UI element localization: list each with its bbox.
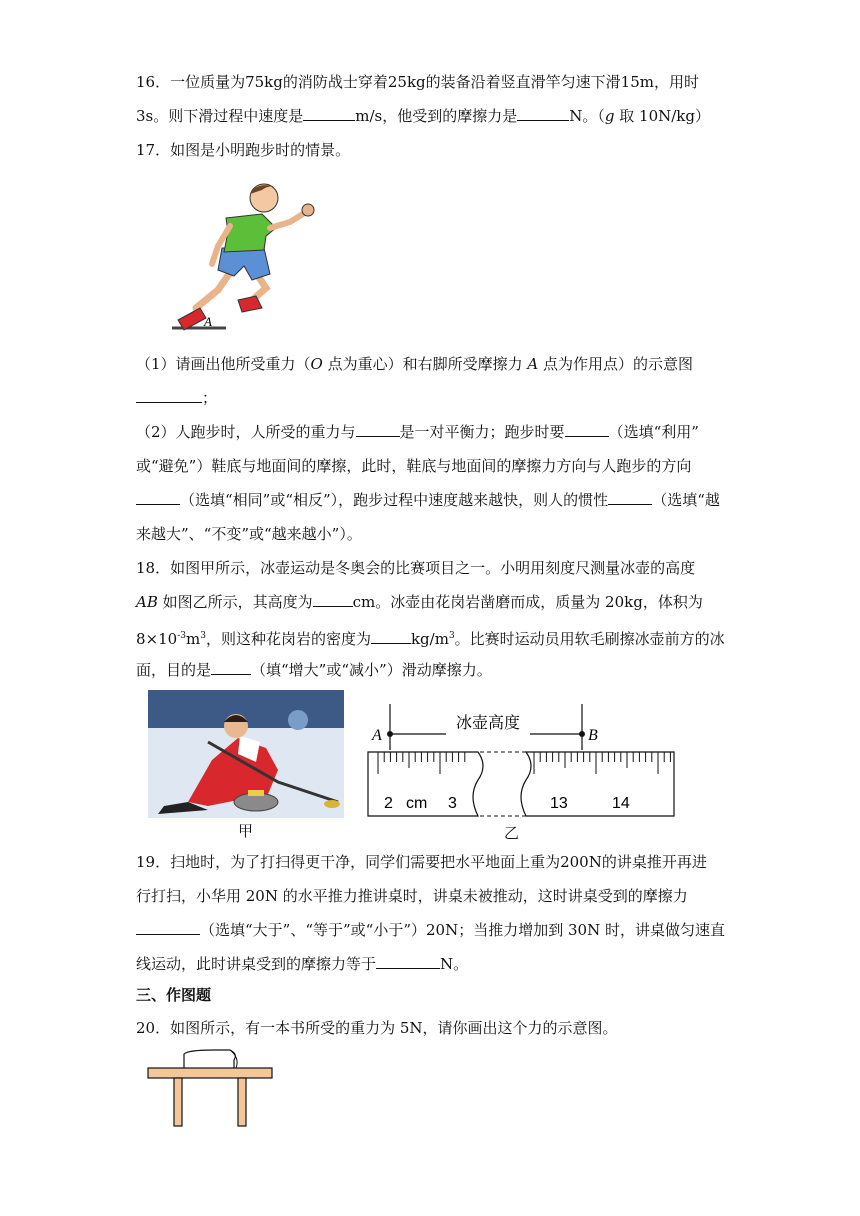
caption-yi: 乙 <box>504 824 520 842</box>
q19-line2: 行打扫，小华用 20N 的水平推力推讲桌时，讲桌未被推动，这时讲桌受到的摩擦力 <box>136 887 688 905</box>
label-a: A <box>372 727 382 744</box>
q17-part1-line1 <box>136 354 693 374</box>
q18-l3-sup2: 3 <box>200 631 206 641</box>
q19-line3 <box>136 920 725 940</box>
ruler-diagram <box>362 704 680 820</box>
front-arm <box>270 212 306 228</box>
q17-part2-line3 <box>136 490 720 510</box>
q18-AB: AB <box>136 593 158 611</box>
dim-title: 冰壶高度 <box>455 715 521 732</box>
q17-p2-b: 是一对平衡力；跑步时要 <box>399 423 565 441</box>
q18-l3-sup: -3 <box>177 631 186 641</box>
q17-blank-use[interactable] <box>565 422 609 437</box>
q17-p1-a: （1）请画出他所受重力（ <box>136 355 311 373</box>
tick-label-14: 14 <box>612 795 630 812</box>
book <box>184 1050 235 1068</box>
q19-l3-b: （选填“大于”、“等于”或“小于”）20N；当推力增加到 30N 时，讲桌做匀速直 <box>200 921 725 939</box>
q19-blank-friction[interactable] <box>376 954 440 969</box>
q17-part2-line4: 来越大”、“不变”或“越来越小”）。 <box>136 525 362 543</box>
q18-l4-a: 面，目的是 <box>136 661 212 679</box>
q16-g: g <box>604 107 615 125</box>
q16-text-b: m/s，他受到的摩擦力是 <box>355 107 518 125</box>
q18-line4 <box>136 660 492 680</box>
q17-part1-line2 <box>136 388 217 408</box>
tick-label-2: 2 <box>384 795 393 812</box>
q18-blank-friction[interactable] <box>211 660 251 675</box>
q19-line1: 19．扫地时，为了打扫得更干净，同学们需要把水平地面上重为200N的讲桌推开再进 <box>136 853 707 871</box>
q16-blank-friction[interactable] <box>517 106 569 121</box>
q17-blank-direction[interactable] <box>136 490 180 505</box>
q17-p2-line3-b: （选填“相同”或“相反”），跑步过程中速度越来越快，则人的惯性 <box>180 491 609 509</box>
q18-l3-a: 8×10 <box>136 630 178 648</box>
q18-l3-sup3: 3 <box>448 631 455 641</box>
book-on-table-figure <box>144 1048 278 1130</box>
q18-blank-height[interactable] <box>313 592 353 607</box>
q17-p2-c: （选填“利用” <box>608 423 699 441</box>
point-a-label: A <box>204 314 212 329</box>
point-a <box>387 731 393 737</box>
q18-l3-b: m <box>185 630 201 648</box>
caption-jia: 甲 <box>238 822 254 840</box>
q18-line3 <box>136 626 725 649</box>
banner-logo <box>288 710 308 730</box>
q16-line1: 16．一位质量为75kg的消防战士穿着25kg的装备沿着竖直滑竿匀速下滑15m，用时 <box>136 73 699 91</box>
table-top <box>148 1068 272 1078</box>
curling-photo <box>148 690 344 818</box>
q16-text-a: 3s。则下滑过程中速度是 <box>136 107 304 125</box>
table-leg-right <box>238 1078 246 1126</box>
q17-part2-line1 <box>136 422 699 442</box>
section-title: 三、作图题 <box>136 986 212 1004</box>
unit-label: cm <box>406 795 428 812</box>
tick-label-13: 13 <box>550 795 568 812</box>
stone-handle <box>248 790 264 796</box>
q17-p1-A: A <box>527 355 539 373</box>
q18-line1: 18．如图甲所示，冰壶运动是冬奥会的比赛项目之一。小明用刻度尺测量冰壶的高度 <box>136 559 696 577</box>
tick-label-3: 3 <box>448 795 457 812</box>
q17-p2-a: （2）人跑步时，人所受的重力与 <box>136 423 356 441</box>
q16-blank-speed[interactable] <box>303 106 355 121</box>
q18-l2-a: 如图乙所示，其高度为 <box>157 593 313 611</box>
q17-p1-c: 点为作用点）的示意图 <box>538 355 694 373</box>
q17-part2-line2: 或“避免”）鞋底与地面间的摩擦，此时，鞋底与地面间的摩擦力方向与人跑步的方向 <box>136 457 692 475</box>
q17-p1-b: 点为重心）和右脚所受摩擦力 <box>322 355 528 373</box>
q17-blank-inertia[interactable] <box>608 490 652 505</box>
ruler-right-piece <box>521 752 674 816</box>
q19-line4 <box>136 954 468 974</box>
running-boy-figure <box>166 178 326 338</box>
q16-text-d: 取 10N/kg） <box>614 107 710 125</box>
q19-blank-compare[interactable] <box>136 920 200 935</box>
q18-line2 <box>136 592 703 612</box>
q17-blank-balance[interactable] <box>356 422 400 437</box>
point-b <box>579 731 585 737</box>
q17-blank-diagram[interactable] <box>136 388 202 403</box>
shirt <box>224 214 276 252</box>
q18-l3-c: ，则这种花岗岩的密度为 <box>205 630 371 648</box>
label-b: B <box>588 727 598 744</box>
q17-intro: 17．如图是小明跑步时的情景。 <box>136 141 351 159</box>
broom-head <box>324 800 340 808</box>
q19-l4-b: N。 <box>440 955 469 973</box>
q17-p1-end: ； <box>202 389 218 407</box>
q18-l3-d: kg/m <box>410 630 449 648</box>
q17-p2-line3-c: （选填“越 <box>652 491 720 509</box>
q18-l2-b: cm。冰壶由花岗岩凿磨而成，质量为 20kg，体积为 <box>352 593 703 611</box>
q19-l4-a: 线运动，此时讲桌受到的摩擦力等于 <box>136 955 377 973</box>
q16-text-c: N。（ <box>569 107 605 125</box>
q16-line2 <box>136 106 710 126</box>
q17-p1-o: O <box>310 355 323 373</box>
q20-line1: 20．如图所示，有一本书所受的重力为 5N，请你画出这个力的示意图。 <box>136 1019 618 1037</box>
fist <box>302 204 314 216</box>
table-leg-left <box>174 1078 182 1126</box>
q18-l4-b: （填“增大”或“减小”）滑动摩擦力。 <box>251 661 492 679</box>
q18-blank-density[interactable] <box>371 629 411 644</box>
q18-l3-e: 。比赛时运动员用软毛刷擦冰壶前方的冰 <box>454 630 725 648</box>
